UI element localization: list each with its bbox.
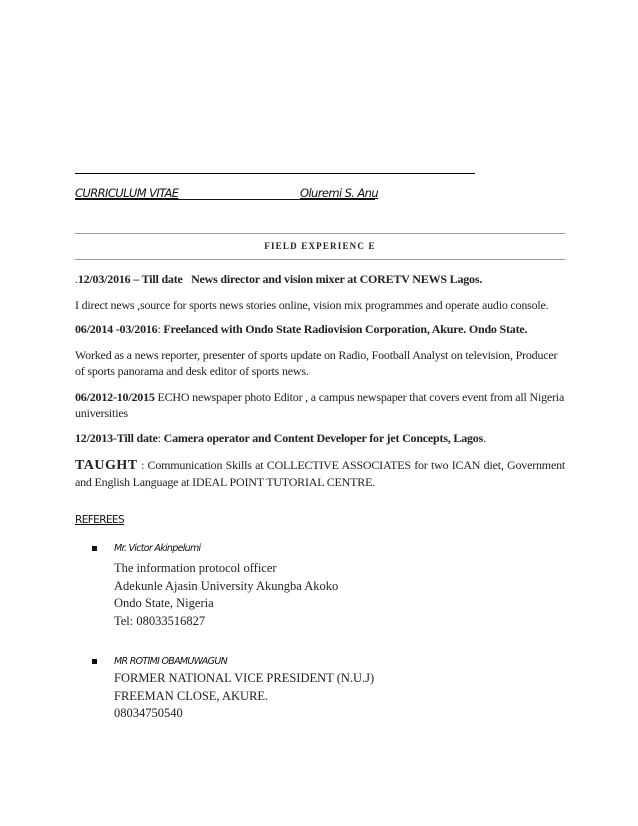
- title-underline: [75, 199, 375, 200]
- experience-entry-taught: [75, 457, 565, 490]
- entry-label: TAUGHT: [75, 458, 138, 473]
- entry-date: 06/2012-10/2015: [75, 390, 155, 404]
- document-title: CURRICULUM VITAE: [75, 186, 179, 200]
- referee-detail-line: Ondo State, Nigeria: [114, 596, 214, 610]
- entry-role: Camera operator and Content Developer for jet Concepts, Lagos: [163, 431, 484, 445]
- referee-detail-line: 08034750540: [114, 706, 183, 720]
- experience-description-ondo-radiovision: Worked as a news reporter, presenter of sports update on Radio, Football Analyst on television, Producer of sports panorama and desk editor of sports news.: [75, 348, 558, 378]
- entry-suffix: .: [483, 431, 486, 445]
- experience-entry-ondo-radiovision: [75, 321, 565, 337]
- referee-detail-line: FREEMAN CLOSE, AKURE.: [114, 688, 269, 703]
- referee-name: MR ROTIMI OBAMUWAGUN: [114, 656, 228, 667]
- section-rule-top: [75, 233, 565, 234]
- entry-separator: :: [137, 458, 148, 472]
- referees-heading: REFEREES: [75, 514, 125, 526]
- entry-separator: :: [157, 322, 164, 336]
- referee-detail-line: Adekunle Ajasin University Akungba Akoko: [114, 578, 339, 593]
- section-heading-field-experience: FIELD EXPERIENC E: [264, 241, 376, 251]
- referee-detail-line: The information protocol officer: [114, 561, 277, 575]
- bullet-icon: [92, 546, 97, 551]
- entry-prefix: .: [75, 272, 78, 286]
- section-rule-bottom: [75, 259, 565, 260]
- entry-date: 06/2014 -03/2016: [75, 322, 158, 336]
- entry-role: Freelanced with Ondo State Radiovision Corporation, Akure. Ondo State.: [163, 322, 528, 336]
- entry-role: News director and vision mixer at CORETV NEWS Lagos: [191, 272, 480, 286]
- entry-description: Communication Skills at COLLECTIVE ASSOCIATES for two ICAN diet, Government and English Language at IDEAL POINT TUTORIAL CENTRE.: [75, 458, 566, 489]
- referee-name: Mr. Victor Akinpelumi: [114, 543, 201, 554]
- top-rule: [75, 173, 475, 174]
- entry-description: ECHO newspaper photo Editor , a campus newspaper that covers event from all Nigeria universities: [75, 390, 565, 420]
- experience-entry-coretv: [75, 271, 565, 287]
- referee-details: [114, 670, 374, 723]
- entry-separator: :: [157, 431, 164, 445]
- referee-detail-line: Tel: 08033516827: [114, 613, 206, 628]
- experience-entry-echo-newspaper: [75, 389, 565, 421]
- entry-suffix: .: [479, 272, 483, 286]
- entry-date: 12/03/2016 – Till date: [77, 272, 183, 286]
- candidate-name: Oluremi S. Anu: [300, 186, 379, 200]
- experience-description-coretv: I direct news ,source for sports news stories online, vision mix programmes and operate audio console.: [75, 298, 549, 312]
- referee-details: [114, 560, 338, 630]
- referee-detail-line: FORMER NATIONAL VICE PRESIDENT (N.U.J): [114, 671, 375, 685]
- entry-date: 12/2013-Till date: [75, 431, 158, 445]
- experience-entry-jet-concepts: [75, 430, 565, 446]
- bullet-icon: [92, 659, 97, 664]
